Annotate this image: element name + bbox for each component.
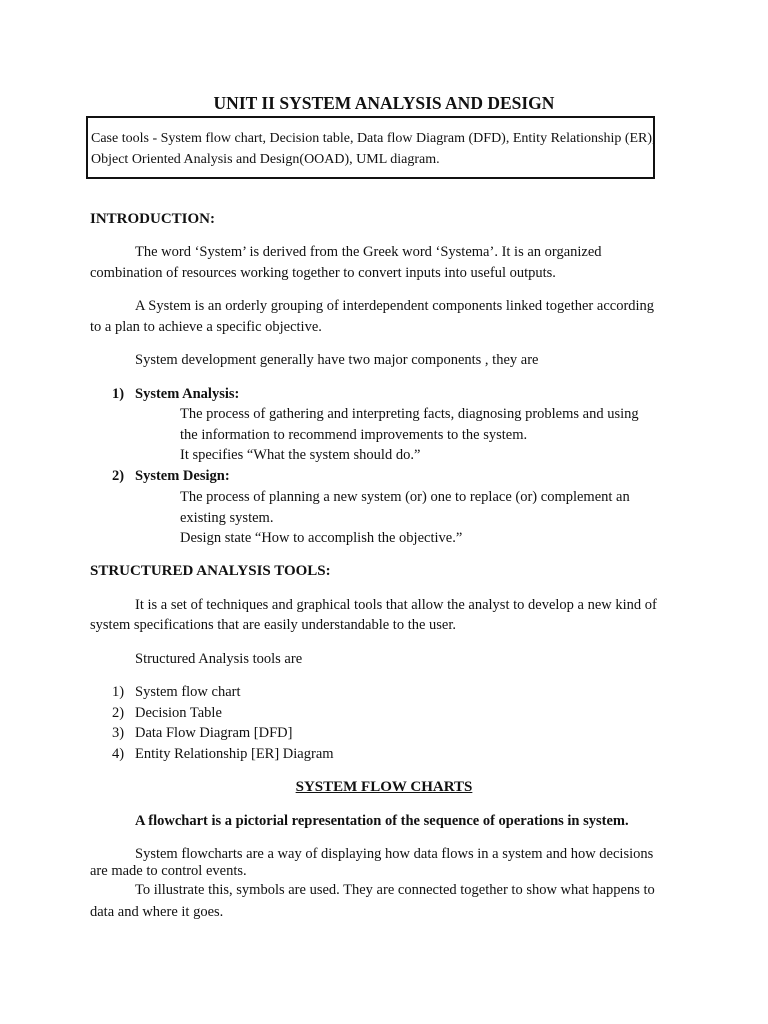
component-line: existing system. [180,510,274,526]
intro-paragraph-2-line-2: to a plan to achieve a specific objective. [90,319,322,335]
flowchart-paragraph-2-line-2: data and where it goes. [90,904,224,920]
topics-line-2: Object Oriented Analysis and Design(OOAD), UML diagram. [91,152,440,167]
intro-paragraph-1-line-1: The word ‘System’ is derived from the Greek word ‘Systema’. It is an organized [135,244,602,260]
flowchart-paragraph-1-line-2: are made to control events. [90,863,247,879]
tool-number: 3) [112,725,125,741]
tool-item: Decision Table [135,705,222,721]
component-label-analysis: System Analysis: [135,386,240,402]
intro-paragraph-1-line-2: combination of resources working together to convert inputs into useful outputs. [90,265,556,281]
structured-paragraph-line-1: It is a set of techniques and graphical tools that allow the analyst to develop a new kind of [135,597,657,613]
intro-paragraph-3: System development generally have two major components , they are [135,352,539,368]
tool-item: System flow chart [135,684,241,700]
topics-line-1: Case tools - System flow chart, Decision table, Data flow Diagram (DFD), Entity Relationship (ER), [91,131,656,146]
component-line: The process of planning a new system (or) one to replace (or) complement an [180,489,630,505]
flowchart-paragraph-2-line-1: To illustrate this, symbols are used. They are connected together to show what happens to [135,882,655,898]
intro-paragraph-2-line-1: A System is an orderly grouping of interdependent components linked together according [135,298,655,314]
structured-heading: STRUCTURED ANALYSIS TOOLS: [90,563,331,579]
topics-box [86,116,655,179]
flowchart-paragraph-1-line-1: System flowcharts are a way of displaying how data flows in a system and how decisions [135,846,654,862]
component-line: The process of gathering and interpreting facts, diagnosing problems and using [180,406,639,422]
structured-tools-intro: Structured Analysis tools are [135,651,303,667]
component-line: It specifies “What the system should do.” [180,447,421,463]
page-title: UNIT II SYSTEM ANALYSIS AND DESIGN [213,93,555,113]
structured-paragraph-line-2: system specifications that are easily understandable to the user. [90,617,457,633]
tool-number: 2) [112,705,125,721]
flowcharts-heading [0,779,768,796]
tool-number: 1) [112,684,125,700]
component-label-design: System Design: [135,468,230,484]
flowcharts-heading-text: SYSTEM FLOW CHARTS [295,779,473,795]
tool-number: 4) [112,746,125,762]
flowchart-definition: A flowchart is a pictorial representation of the sequence of operations in system. [135,813,629,829]
component-number: 1) [112,386,125,402]
topics-box-text [91,128,656,170]
component-number: 2) [112,468,125,484]
component-line: the information to recommend improvements to the system. [180,427,528,443]
intro-heading: INTRODUCTION: [90,211,216,227]
tool-item: Entity Relationship [ER] Diagram [135,746,334,762]
tool-item: Data Flow Diagram [DFD] [135,725,293,741]
component-line: Design state “How to accomplish the objective.” [180,530,463,546]
